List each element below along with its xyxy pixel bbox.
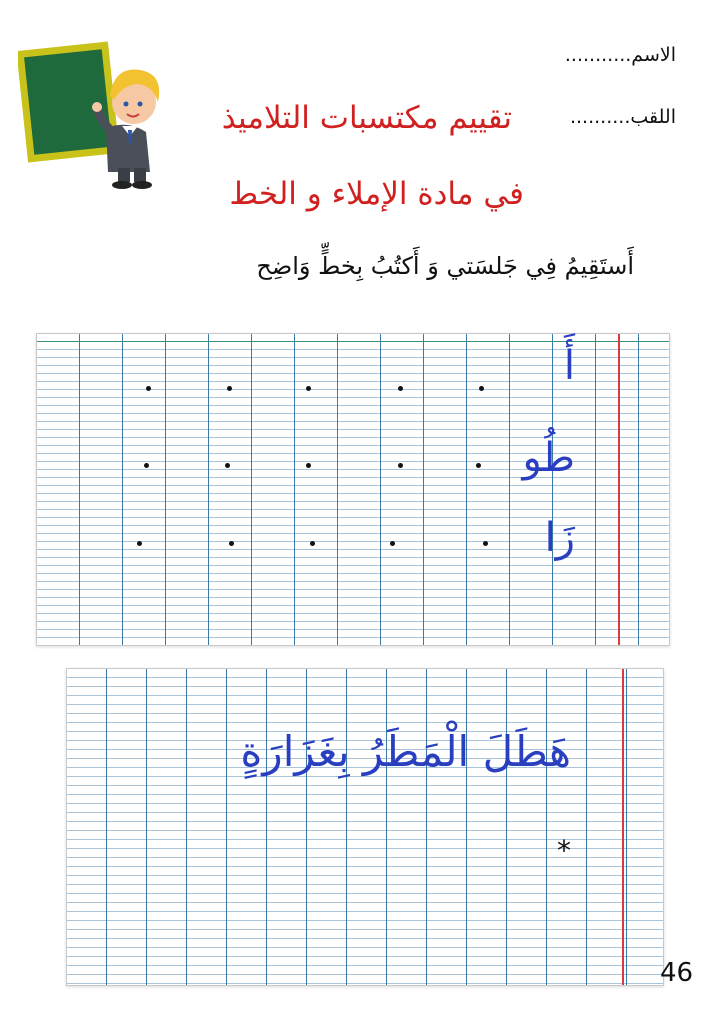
name-field: الاسم........... [564,44,676,66]
teacher-boy-illustration [18,40,168,190]
dot-guide [479,386,484,391]
dot-guide [398,463,403,468]
dot-guide [227,386,232,391]
letters-writing-grid [36,333,670,646]
title-line-1: تقييم مكتسبات التلاميذ [221,100,512,136]
start-marker: * [557,834,571,867]
dot-guide [390,541,395,546]
dot-guide [137,541,142,546]
page-number: 46 [660,958,694,988]
dot-guide [483,541,488,546]
model-letter: زَا [544,515,575,561]
title-line-2: في مادة الإملاء و الخط [229,176,524,212]
dot-guide [229,541,234,546]
dot-guide [306,463,311,468]
model-sentence: هَطَلَ الْمَطَرُ بِغَزَارَةٍ [240,727,571,776]
dot-guide [306,386,311,391]
instruction-text: أَستَقِيمُ فِي جَلسَتي وَ أَكتُبُ بِخطٍّ وَاضِح [256,252,634,280]
dot-guide [225,463,230,468]
surname-field: اللقب.......... [569,106,676,128]
dot-guide [476,463,481,468]
dot-guide [398,386,403,391]
dot-guide [144,463,149,468]
model-letter: أَ [563,343,575,389]
dot-guide [146,386,151,391]
sentence-writing-grid [66,668,664,986]
model-letter: طُو [522,435,575,481]
dot-guide [310,541,315,546]
